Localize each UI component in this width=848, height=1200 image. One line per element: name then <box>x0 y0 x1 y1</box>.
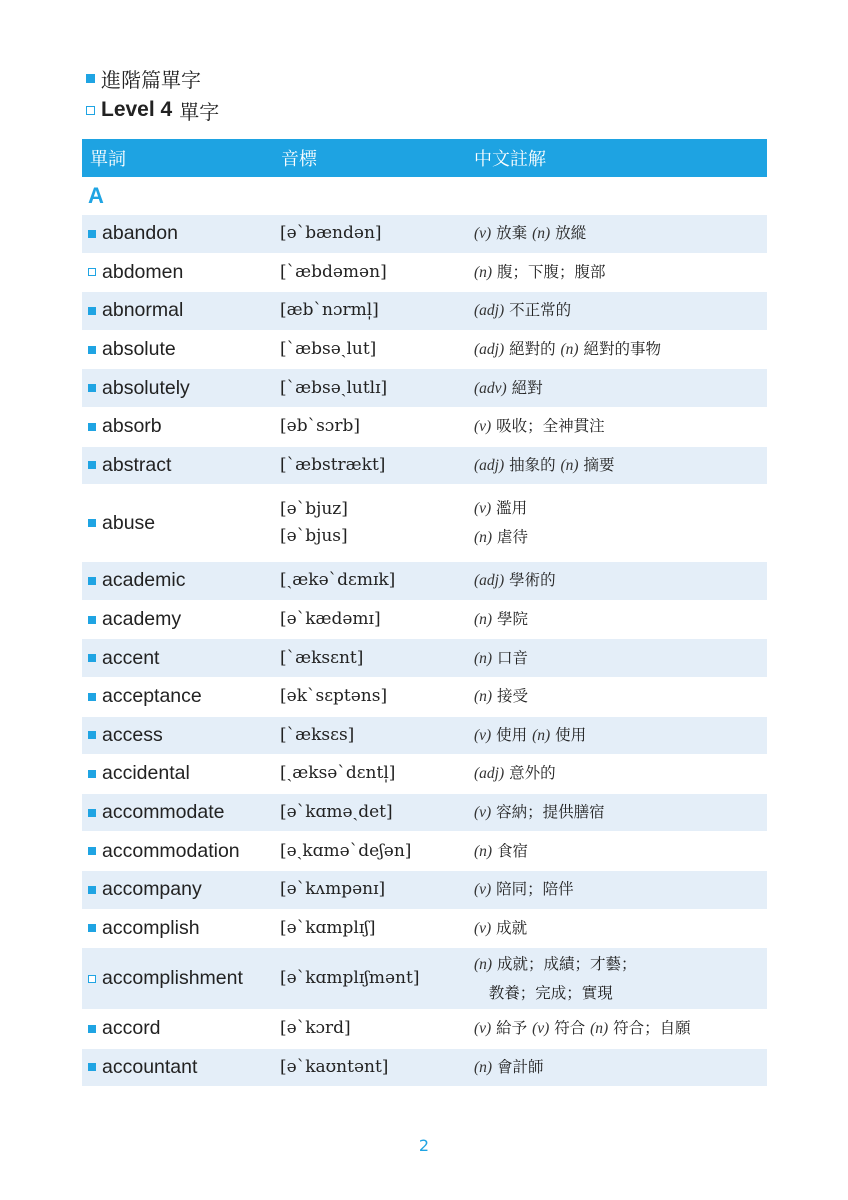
filled-square-icon <box>88 519 96 527</box>
table-row <box>82 832 767 871</box>
phonetic-cell <box>280 369 470 407</box>
phonetic-text: [əˋbjus] <box>280 526 348 547</box>
part-of-speech: (n) <box>474 263 493 281</box>
hollow-square-icon <box>88 975 96 983</box>
meaning-text: 腹；下腹；腹部 <box>492 262 606 281</box>
part-of-speech: (n) <box>560 341 579 359</box>
filled-square-icon <box>88 1063 96 1071</box>
meaning-cell <box>474 292 764 330</box>
phonetic-cell <box>280 601 470 639</box>
phonetic-cell <box>280 1049 470 1087</box>
phonetic-cell <box>280 755 470 793</box>
word-text: abuse <box>102 511 156 534</box>
table-row <box>82 408 767 447</box>
filled-square-icon <box>88 924 96 932</box>
phonetic-text: [əˋkɑmplɪʃmənt] <box>280 968 420 989</box>
part-of-speech: (n) <box>590 1020 609 1038</box>
meaning-line <box>474 759 556 788</box>
word-cell <box>88 254 278 292</box>
meaning-cell <box>474 485 764 561</box>
filled-square-icon <box>88 423 96 431</box>
table-row <box>82 1049 767 1088</box>
word-text: absorb <box>102 415 162 438</box>
meaning-line <box>474 523 528 552</box>
word-cell <box>88 601 278 639</box>
meaning-cell <box>474 639 764 677</box>
filled-square-icon <box>88 461 96 469</box>
phonetic-cell <box>280 254 470 292</box>
word-text: absolutely <box>102 376 190 399</box>
meaning-line <box>474 335 661 364</box>
phonetic-cell <box>280 678 470 716</box>
legend-advanced-label: 進階篇單字 <box>101 67 201 92</box>
meaning-cell <box>474 601 764 639</box>
table-row <box>82 794 767 833</box>
meaning-line <box>474 258 606 287</box>
meaning-text: 絕對 <box>506 378 543 397</box>
part-of-speech: (v) <box>474 919 492 937</box>
meaning-text: 符合；自願 <box>608 1019 691 1038</box>
phonetic-cell <box>280 447 470 485</box>
meaning-text: 口音 <box>492 648 529 667</box>
meaning-line <box>474 605 528 634</box>
table-row <box>82 292 767 331</box>
meaning-line <box>474 979 613 1007</box>
meaning-cell <box>474 562 764 600</box>
meaning-text: 容納；提供膳宿 <box>491 803 605 822</box>
filled-square-icon <box>88 384 96 392</box>
meaning-line <box>474 1014 691 1043</box>
word-text: accountant <box>102 1055 198 1078</box>
word-cell <box>88 369 278 407</box>
word-text: access <box>102 723 163 746</box>
word-cell <box>88 755 278 793</box>
word-cell <box>88 871 278 909</box>
table-row <box>82 331 767 370</box>
legend-advanced <box>86 62 219 94</box>
part-of-speech: (n) <box>474 611 493 629</box>
meaning-text: 使用 <box>491 725 533 744</box>
meaning-cell <box>474 369 764 407</box>
legend <box>86 62 219 126</box>
word-text: acceptance <box>102 685 202 708</box>
filled-square-icon <box>88 230 96 238</box>
meaning-cell <box>474 1049 764 1087</box>
meaning-cell <box>474 755 764 793</box>
phonetic-cell <box>280 331 470 369</box>
part-of-speech: (adj) <box>474 765 505 783</box>
meaning-text: 學術的 <box>504 571 556 590</box>
meaning-cell <box>474 832 764 870</box>
part-of-speech: (n) <box>474 956 493 974</box>
meaning-text: 抽象的 <box>504 455 561 474</box>
word-cell <box>88 292 278 330</box>
meaning-cell <box>474 948 764 1009</box>
meaning-cell <box>474 1010 764 1048</box>
meaning-cell <box>474 215 764 253</box>
filled-square-icon <box>88 616 96 624</box>
filled-square-icon <box>88 809 96 817</box>
meaning-line <box>474 914 527 943</box>
header-word: 單詞 <box>90 149 126 170</box>
phonetic-cell <box>280 717 470 755</box>
word-cell <box>88 948 278 1009</box>
part-of-speech: (n) <box>474 649 493 667</box>
filled-square-icon <box>88 770 96 778</box>
phonetic-text: [ˋæbdəmən] <box>280 261 387 282</box>
part-of-speech: (v) <box>474 1020 492 1038</box>
meaning-text: 吸收；全神貫注 <box>491 417 605 436</box>
meaning-text: 虐待 <box>492 528 529 547</box>
meaning-cell <box>474 254 764 292</box>
phonetic-text: [əˋkɔrd] <box>280 1018 351 1039</box>
phonetic-cell <box>280 292 470 330</box>
meaning-text: 使用 <box>550 725 587 744</box>
word-text: accommodation <box>102 839 240 862</box>
word-text: accidental <box>102 762 190 785</box>
phonetic-cell <box>280 562 470 600</box>
table-row <box>82 871 767 910</box>
table-row <box>82 369 767 408</box>
table-row <box>82 948 767 1010</box>
word-text: abstract <box>102 453 172 476</box>
legend-level-zh: 單字 <box>179 99 220 124</box>
legend-level <box>86 94 219 126</box>
meaning-line <box>474 837 528 866</box>
filled-square-icon <box>88 731 96 739</box>
phonetic-cell <box>280 408 470 446</box>
phonetic-text: [ˋæbsəˏlutlɪ] <box>280 377 388 398</box>
header-meaning: 中文註解 <box>474 149 546 170</box>
meaning-text: 放棄 <box>491 224 533 243</box>
meaning-line <box>474 875 574 904</box>
hollow-square-icon <box>88 268 96 276</box>
meaning-text: 絕對的事物 <box>578 340 662 359</box>
word-text: abandon <box>102 222 178 245</box>
word-text: academy <box>102 608 182 631</box>
legend-level-en: Level 4 <box>101 98 173 121</box>
meaning-text: 意外的 <box>504 764 556 783</box>
meaning-text: 符合 <box>549 1019 591 1038</box>
word-cell <box>88 1010 278 1048</box>
part-of-speech: (adj) <box>474 572 505 590</box>
part-of-speech: (adj) <box>474 456 505 474</box>
meaning-text: 食宿 <box>492 841 529 860</box>
meaning-line <box>474 219 586 248</box>
phonetic-text: [ˋæksɛs] <box>280 724 355 745</box>
phonetic-text: [əˋkɑmplɪʃ] <box>280 917 376 938</box>
word-cell <box>88 639 278 677</box>
meaning-cell <box>474 794 764 832</box>
part-of-speech: (v) <box>474 225 492 243</box>
part-of-speech: (n) <box>474 842 493 860</box>
meaning-text: 成就 <box>491 918 528 937</box>
word-text: abdomen <box>102 260 184 283</box>
phonetic-text: [əˋbjuz] <box>280 499 348 520</box>
table-row <box>82 910 767 949</box>
phonetic-text: [əˏkɑməˋdeʃən] <box>280 840 412 861</box>
word-cell <box>88 215 278 253</box>
part-of-speech: (n) <box>474 1058 493 1076</box>
table-row <box>82 601 767 640</box>
word-text: accent <box>102 646 160 669</box>
table-row <box>82 755 767 794</box>
meaning-line <box>474 721 586 750</box>
letter-label: A <box>88 183 104 208</box>
phonetic-cell <box>280 832 470 870</box>
phonetic-text: [əˋkʌmpənɪ] <box>280 879 386 900</box>
meaning-line <box>474 296 571 325</box>
phonetic-cell <box>280 639 470 677</box>
word-text: accommodate <box>102 801 225 824</box>
word-cell <box>88 910 278 948</box>
part-of-speech: (n) <box>560 456 579 474</box>
part-of-speech: (adj) <box>474 302 505 320</box>
phonetic-text: [əbˋsɔrb] <box>280 416 360 437</box>
part-of-speech: (v) <box>474 418 492 436</box>
phonetic-text: [əˋkaʊntənt] <box>280 1056 389 1077</box>
part-of-speech: (v) <box>474 726 492 744</box>
table-row <box>82 678 767 717</box>
table-row <box>82 485 767 562</box>
part-of-speech: (n) <box>474 688 493 706</box>
part-of-speech: (v) <box>474 500 492 518</box>
filled-square-icon <box>88 847 96 855</box>
phonetic-cell <box>280 948 470 1009</box>
word-cell <box>88 717 278 755</box>
meaning-line <box>474 950 637 979</box>
phonetic-cell <box>280 871 470 909</box>
phonetic-text: [ˏæksəˋdɛntl̩] <box>280 763 396 784</box>
meaning-text: 不正常的 <box>504 301 572 320</box>
phonetic-cell <box>280 215 470 253</box>
hollow-square-icon <box>86 106 95 115</box>
meaning-cell <box>474 910 764 948</box>
table-row <box>82 447 767 486</box>
meaning-text: 學院 <box>492 610 529 629</box>
filled-square-icon <box>88 346 96 354</box>
meaning-text: 教養；完成；實現 <box>474 984 613 1003</box>
table-header <box>82 139 767 177</box>
meaning-line <box>474 451 615 480</box>
word-cell <box>88 408 278 446</box>
meaning-line <box>474 412 605 441</box>
word-text: accomplishment <box>102 967 243 990</box>
meaning-cell <box>474 678 764 716</box>
part-of-speech: (v) <box>474 804 492 822</box>
word-cell <box>88 331 278 369</box>
meaning-cell <box>474 717 764 755</box>
phonetic-text: [ˋæbstrækt] <box>280 454 386 475</box>
filled-square-icon <box>88 693 96 701</box>
phonetic-cell <box>280 1010 470 1048</box>
word-text: abnormal <box>102 299 184 322</box>
phonetic-text: [ˏækəˋdɛmɪk] <box>280 570 396 591</box>
phonetic-text: [əˋbændən] <box>280 223 382 244</box>
phonetic-text: [ˋæbsəˏlut] <box>280 339 377 360</box>
meaning-text: 放縱 <box>550 224 587 243</box>
phonetic-cell <box>280 485 470 561</box>
word-text: absolute <box>102 338 176 361</box>
header-phonetic: 音標 <box>281 149 317 170</box>
part-of-speech: (n) <box>532 225 551 243</box>
part-of-speech: (adv) <box>474 379 507 397</box>
phonetic-text: [æbˋnɔrml̩] <box>280 300 379 321</box>
table-row <box>82 562 767 601</box>
table-row <box>82 215 767 254</box>
word-cell <box>88 832 278 870</box>
word-cell <box>88 794 278 832</box>
meaning-line <box>474 374 543 403</box>
meaning-line <box>474 1053 544 1082</box>
phonetic-cell <box>280 910 470 948</box>
table-row <box>82 639 767 678</box>
part-of-speech: (v) <box>532 1020 550 1038</box>
meaning-text: 陪同；陪伴 <box>491 880 574 899</box>
word-cell <box>88 485 278 561</box>
meaning-text: 給予 <box>491 1019 533 1038</box>
phonetic-text: [əkˋsɛptəns] <box>280 686 388 707</box>
filled-square-icon <box>88 577 96 585</box>
page-number: 2 <box>418 1136 430 1155</box>
part-of-speech: (adj) <box>474 341 505 359</box>
filled-square-icon <box>88 1025 96 1033</box>
meaning-line <box>474 644 528 673</box>
meaning-text: 濫用 <box>491 499 528 518</box>
meaning-cell <box>474 447 764 485</box>
letter-heading <box>82 177 767 215</box>
word-text: academic <box>102 569 186 592</box>
word-cell <box>88 678 278 716</box>
meaning-line <box>474 566 556 595</box>
meaning-text: 絕對的 <box>504 340 561 359</box>
word-cell <box>88 1049 278 1087</box>
phonetic-text: [əˋkædəmɪ] <box>280 609 381 630</box>
meaning-text: 成就；成績；才藝； <box>492 955 637 974</box>
word-cell <box>88 562 278 600</box>
word-text: accord <box>102 1017 161 1040</box>
meaning-text: 摘要 <box>578 455 615 474</box>
table-row <box>82 254 767 293</box>
meaning-line <box>474 682 528 711</box>
word-text: accomplish <box>102 916 200 939</box>
meaning-cell <box>474 408 764 446</box>
meaning-line <box>474 494 527 523</box>
word-cell <box>88 447 278 485</box>
table-row <box>82 1010 767 1049</box>
filled-square-icon <box>88 307 96 315</box>
filled-square-icon <box>88 886 96 894</box>
filled-square-icon <box>86 74 95 83</box>
part-of-speech: (v) <box>474 881 492 899</box>
meaning-line <box>474 798 605 827</box>
meaning-text: 會計師 <box>492 1057 544 1076</box>
part-of-speech: (n) <box>474 529 493 547</box>
part-of-speech: (n) <box>532 726 551 744</box>
filled-square-icon <box>88 654 96 662</box>
table-body <box>82 215 767 1087</box>
vocabulary-table <box>82 139 767 1087</box>
meaning-cell <box>474 871 764 909</box>
phonetic-text: [əˋkɑməˏdet] <box>280 802 393 823</box>
word-text: accompany <box>102 878 202 901</box>
phonetic-text: [ˋæksɛnt] <box>280 647 364 668</box>
meaning-cell <box>474 331 764 369</box>
table-row <box>82 717 767 756</box>
phonetic-cell <box>280 794 470 832</box>
meaning-text: 接受 <box>492 687 529 706</box>
